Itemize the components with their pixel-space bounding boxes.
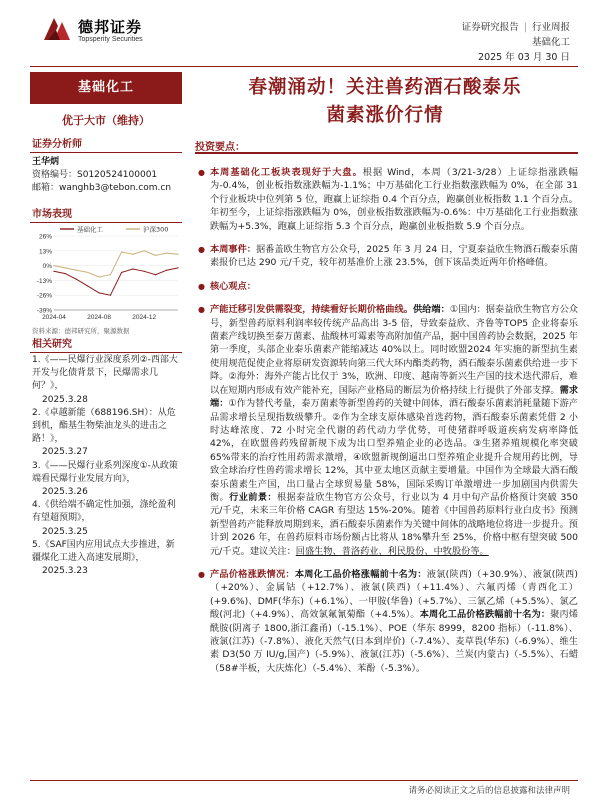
gainers-heading: 本周化工品价格涨幅前十名为： <box>294 568 427 580</box>
related-report-item[interactable] <box>32 539 182 579</box>
data-point <box>155 255 156 256</box>
y-tick-label: -13% <box>36 277 52 285</box>
key-points-bar <box>195 140 578 154</box>
brand-name-en: Topsperity Securities <box>78 36 143 43</box>
legend-label: 沪深300 <box>143 225 169 234</box>
meta-separator: | <box>523 22 527 33</box>
data-point <box>121 251 122 252</box>
demand-text: ①作为替代考量，泰万菌素等新型兽药的关键中间体，酒石酸泰乐菌素消耗量随下游产品需求增长呈现指数级攀升。②作为全球支原体感染首选药物，酒石酸泰乐菌素凭借 2 小时达峰浓度、72 小时完全代谢的药代动力学优势，可使猪群呼吸道疾病发病率降低 42%，在欧盟兽药残留新规下成为出口型养殖企业的必选品。③生猪养殖规模化率突破65%带来的治疗性用药需求激增，④欧盟新规倒逼出口型养殖企业提升合规用药比例，导致全球治疗性兽药需求增长 12%，其中亚太地区贡献主要增量。中国作为全球最大酒石酸泰乐菌素生产国，出口量占全球贸易量 58%，国际采购订单激增进一步加剧国内供需失衡。 <box>210 398 578 503</box>
related-report-title: 1.《——民爆行业深度系列②-西部大开发与化债背景下，民爆需求几何？》， <box>32 355 178 392</box>
event-heading: 本周事件： <box>210 244 256 256</box>
analyst-section-title: 证券分析师 <box>30 138 182 153</box>
legend-label: 基础化工 <box>77 225 103 234</box>
report-type: 证券研究报告 <box>461 22 519 33</box>
data-point <box>144 271 145 272</box>
related-section-title: 相关研究 <box>30 338 182 353</box>
supply-text: ①国内：据泰益欣生物官方公众号，新型兽药原料利润率较传统产品高出 3-5 倍，导致泰益欣、齐鲁等TOP5 企业将泰乐菌素产线切换至泰万菌素、盐酸林可霉素等高附加值产品，据中国兽药协会数据，2025 年第一季度，头部企业泰乐菌素产能缩减达 40%以上。同时欧盟2024 年实施的新型抗生素使用规范促使企业将原研发资源转向第三代大环内酯类药物，酒石酸泰乐菌素供给进一步下降。②海外：海外产能占比仅于 3%，欧洲、印度、越南等新兴生产国的技术迭代滞后，难以在短期内形成有效产能补充，国际产业格局的断层为价格持续上行提供了外部支撑。 <box>210 304 578 396</box>
related-report-date: 2025.3.27 <box>42 447 88 458</box>
report-body <box>198 166 578 685</box>
data-point <box>132 254 133 255</box>
data-point <box>87 272 88 273</box>
analyst-email[interactable]: 邮箱：wanghb3@tebon.com.cn <box>32 183 172 193</box>
data-point <box>65 273 66 274</box>
report-header <box>0 0 600 68</box>
losers-heading: 本周化工品价格跌幅前十名为： <box>419 609 551 621</box>
related-report-date: 2025.3.25 <box>42 526 88 537</box>
rating: 优于大市（维持） <box>62 114 150 127</box>
data-point <box>177 267 178 268</box>
footer-divider <box>30 780 578 781</box>
data-point <box>76 270 77 271</box>
losers-text: 聚丙烯酰胺(阴离子 1800,浙江鑫甬)（-15.1%）、POE（华东 8999，8200 指标）（-11.8%）、液氯(江苏)（-7.8%）、液化天然气(日本到岸价)（-7.4%）、麦草畏(华东)（-6.9%）、维生素 D3(50 万 IU/g,国产)（-5.9%）、液氯(江苏)（-5.6%）、兰炭(内蒙古)（-5.5%）、石蜡（58#半板，大庆炼化）（-5.4%）、苯酚（-5.3%）。 <box>210 609 579 674</box>
report-category: 行业周报 <box>531 22 570 33</box>
core-view-heading: 核心观点： <box>210 280 256 292</box>
data-point <box>155 274 156 275</box>
paragraph-prices <box>198 568 578 675</box>
demand-heading: 需求端： <box>210 384 579 410</box>
series-line <box>54 268 178 295</box>
market-chart <box>30 224 182 321</box>
related-report-item[interactable] <box>32 407 182 460</box>
related-report-item[interactable] <box>32 460 182 500</box>
x-tick-label: 2024-04 <box>42 314 66 321</box>
data-point <box>166 252 167 253</box>
outlook-heading: 行业前景： <box>229 491 277 503</box>
prices-heading: 产品价格涨跌情况： <box>210 568 295 580</box>
recommended-stocks[interactable]: 回盛生物、普洛药业、利民股份、中牧股份等。 <box>295 545 489 557</box>
data-point <box>65 267 66 268</box>
gainers-text: 液氯(陕西)（+30.9%）、液氯(陕西)（+20%）、金属钴（+12.7%）、液氯(陕西)（+11.4%）、六氟丙烯（青西化工）(+9.6%)、DMF(华东)（+6.1%）、一甲胺(华鲁)（+5.7%）、三氯乙烯（+5.5%）、氯乙酸(河北)（+4.9%）、高效氯氟氰菊酯（+4.5%）。 <box>210 568 579 621</box>
related-report-date: 2025.3.28 <box>42 394 88 405</box>
related-report-title: 5.《SAF国内应用试点大步推进，新疆煤化工进入高速发展期》， <box>32 539 175 564</box>
performance-heading: 本周基础化工板块表现好于大盘。 <box>210 167 363 178</box>
footer-disclaimer: 请务必阅读正文之后的信息披露和法律声明 <box>408 786 570 796</box>
y-tick-label: -39% <box>36 307 52 315</box>
title-line-2: 菌素涨价行情 <box>326 105 444 126</box>
event-text: 据番盖欧生物官方公众号，2025 年 3 月 24 日，宁夏泰益欣生物酒石酸泰乐菌素报价已达 290 元/千克，较年初基准价上涨 23.5%，创下该品类近两年价格峰值。 <box>210 244 578 269</box>
analyst-name: 王华炳 <box>32 157 60 167</box>
supply-heading: 供给端： <box>412 304 450 316</box>
data-point <box>110 295 111 296</box>
data-point <box>87 285 88 286</box>
brand-name-cn: 德邦证券 <box>78 18 143 36</box>
data-point <box>110 274 111 275</box>
data-point <box>98 276 99 277</box>
x-tick-label: 2024-08 <box>87 314 112 321</box>
data-point <box>132 268 133 269</box>
market-section-title: 市场表现 <box>30 208 182 223</box>
data-point <box>166 270 167 271</box>
performance-text: 根据 Wind，本周（3/21-3/28）上证综指涨跌幅为-0.4%，创业板指数涨跌幅为-1.1%；中万基础化工行业指数涨跌幅为 0%，在全部 31 个行业板块中位列第 5 位，跑赢上证综指 0.4 个百分点，跑赢创业板指数 1.1 个百分点。年初至今，上证综指涨跌幅为 0%，创业板指数涨跌幅为-0.6%：中万基础化工行业指数涨跌幅为+5.3%，跑赢上证综指 5.3 个百分点，跑赢创业板指数 5.9 个百分点。 <box>210 167 578 232</box>
report-date: 2025 年 03 月 30 日 <box>478 52 570 63</box>
data-point <box>177 254 178 255</box>
related-report-date: 2025.3.26 <box>42 487 88 498</box>
paragraph-analysis <box>198 303 578 558</box>
paragraph-event <box>198 243 578 270</box>
data-point <box>76 279 77 280</box>
related-report-title: 3.《——民爆行业系列深度①-从政策端看民爆行业发展方向》， <box>32 460 178 484</box>
header-divider <box>30 66 578 67</box>
y-tick-label: 13% <box>38 248 52 256</box>
paragraph-core-view <box>198 280 578 293</box>
report-sector: 基础化工 <box>531 37 570 48</box>
related-report-item[interactable] <box>32 499 182 539</box>
y-tick-label: 0% <box>42 263 52 271</box>
key-points-label: 投资要点： <box>195 142 245 153</box>
related-reports <box>32 354 182 578</box>
related-report-title: 4.《供给端不确定性加强，涤纶盈利有望超预期》， <box>32 500 176 524</box>
brand-logo-icon <box>42 16 72 42</box>
outlook-text: 根据泰益欣生物官方公众号，行业以为 4 月中旬产品价格预计突破 350 元/千克，未来三年价格 CAGR 有望达 15%-20%。随着《中国兽药原料行业白皮书》预测新型兽药产能释放周期到来，酒石酸泰乐菌素作为关键中间体的战略地位将进一步提升。预计到 2026 年，在兽药原料市场份额占比将从 18%攀升至 25%，价格中枢有望突破 500 元/千克。建议关注： <box>210 491 579 557</box>
related-report-date: 2025.3.23 <box>42 566 88 577</box>
analyst-license: 资格编号：S0120524100001 <box>32 170 158 180</box>
chart-source: 资料来源：德邦研究所，聚源数据 <box>32 327 130 335</box>
data-point <box>98 292 99 293</box>
data-point <box>53 271 54 272</box>
data-point <box>121 272 122 273</box>
market-chart-svg <box>30 224 182 324</box>
data-point <box>144 250 145 251</box>
paragraph-performance <box>198 166 578 233</box>
y-tick-label: 26% <box>38 233 52 241</box>
analysis-heading: 产能迁移引发供需裂变，持续看好长期价格曲线。 <box>210 304 413 316</box>
related-report-item[interactable] <box>32 354 182 407</box>
x-tick-label: 2024-12 <box>132 314 157 321</box>
report-meta <box>462 20 570 65</box>
title-line-1: 春潮涌动！关注兽药酒石酸泰乐 <box>248 77 522 98</box>
analyst-info <box>32 156 171 195</box>
y-tick-label: -26% <box>36 292 52 300</box>
report-title <box>195 74 575 130</box>
sector-banner: 基础化工 <box>30 72 182 104</box>
data-point <box>53 265 54 266</box>
related-report-title: 2.《卓越新能（688196.SH）：从危到机，酯基生物柴油龙头的进击之路！》， <box>32 407 176 445</box>
